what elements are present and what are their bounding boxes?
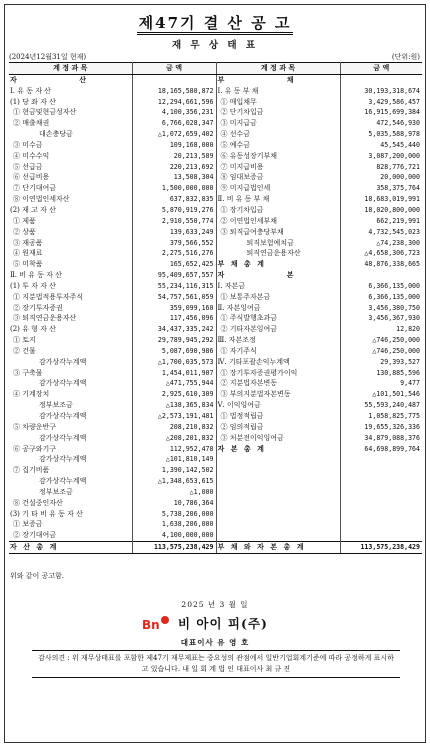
liability-item-cell: ④ 선수금 <box>216 129 340 140</box>
asset-amount-cell: 6,766,028,347 <box>132 118 216 129</box>
liability-item-cell: 자 본 총 계 <box>216 444 340 455</box>
asset-amount-cell: 109,168,000 <box>132 140 216 151</box>
asset-item-cell: ④ 기계장치 <box>9 389 132 400</box>
asset-amount-cell: △1,700,035,573 <box>132 357 216 368</box>
table-row <box>9 172 422 183</box>
table-row <box>9 259 422 270</box>
table-row <box>9 97 422 108</box>
asset-item-cell: ① 토지 <box>9 335 132 346</box>
asset-item-cell: 대손충당금 <box>9 129 132 140</box>
asset-amount-cell: 220,213,692 <box>132 162 216 173</box>
asset-item-cell: 자 산 <box>9 74 132 85</box>
liability-amount-cell <box>340 530 422 541</box>
asset-item-cell: 감가상각누계액 <box>9 411 132 422</box>
liability-amount-cell: 12,820 <box>396 325 420 334</box>
liability-item-cell: 부 채 와 자 본 총 계 <box>216 542 340 554</box>
liability-amount-cell: 18,020,800,000 <box>364 205 420 214</box>
table-row <box>9 324 422 335</box>
liability-item-cell: ① 자기주식 <box>216 346 340 357</box>
asset-item-header: 계 정 과 목 <box>9 63 132 75</box>
table-row <box>9 465 422 476</box>
asset-amount-cell: 1,638,206,000 <box>132 519 216 530</box>
table-row <box>9 74 422 85</box>
asset-amount-cell: △208,201,832 <box>132 433 216 444</box>
table-row <box>9 151 422 162</box>
asset-amount-cell: 165,652,425 <box>132 259 216 270</box>
asset-item-cell: (2) 유 형 자 산 <box>9 324 132 335</box>
asset-item-cell: ② 건물 <box>9 346 132 357</box>
liability-amount-cell: △746,250,000 <box>372 336 420 345</box>
table-row <box>9 216 422 227</box>
liability-item-cell: Ⅳ. 기타포괄손익누계액 <box>216 357 340 368</box>
table-row <box>9 530 422 541</box>
liability-item-cell: ① 장기차입금 <box>216 205 340 216</box>
asset-amount-cell: 359,099,160 <box>132 303 216 314</box>
liability-amount-cell: 9,477 <box>400 379 420 388</box>
liability-amount-cell: 19,655,326,336 <box>364 422 420 431</box>
asset-item-cell: ⑥ 공구와기구 <box>9 444 132 455</box>
asset-item-cell: 감가상각누계액 <box>9 454 132 465</box>
liability-amount-cell: 6,366,135,000 <box>368 292 420 301</box>
asset-amount-cell: △1,072,659,402 <box>132 129 216 140</box>
liability-amount-cell: 6,366,135,000 <box>368 281 420 290</box>
table-row <box>9 238 422 249</box>
table-row <box>9 476 422 487</box>
asset-item-cell: ⑤ 선급금 <box>9 162 132 173</box>
liability-item-cell: ② 임의적립금 <box>216 422 340 433</box>
notice-title: 제47기 결 산 공 고 <box>0 12 430 33</box>
asset-amount-cell: △2,573,191,481 <box>132 411 216 422</box>
logo-text: Bn <box>142 618 160 632</box>
table-row <box>9 118 422 129</box>
table-row <box>9 422 422 433</box>
liability-item-cell: ① 장기투자증권평가이익 <box>216 368 340 379</box>
liability-amount-cell: 20,000,000 <box>380 173 420 182</box>
liability-item-cell: Ⅱ. 비 유 동 부 채 <box>216 194 340 205</box>
asset-item-cell: Ⅱ. 비 유 동 자 산 <box>9 270 132 281</box>
asset-item-cell: (1) 당 좌 자 산 <box>9 97 132 108</box>
liability-amount-cell: 3,087,200,000 <box>368 151 420 160</box>
table-row <box>9 346 422 357</box>
liability-item-cell: ① 법정적립금 <box>216 411 340 422</box>
asset-amount-cell: 5,738,206,000 <box>132 509 216 520</box>
liability-item-cell <box>216 530 340 541</box>
table-row <box>9 183 422 194</box>
liability-item-cell: ③ 처분전이익잉여금 <box>216 433 340 444</box>
table-row <box>9 281 422 292</box>
liability-item-cell: 퇴직연금운용자산 <box>216 248 340 259</box>
table-row <box>9 205 422 216</box>
liability-amount-cell: △74,238,300 <box>376 238 420 247</box>
asset-amount-cell: 95,409,657,557 <box>132 270 216 281</box>
liability-amount-cell: △746,250,000 <box>372 346 420 355</box>
asset-item-cell: ② 장기투자증권 <box>9 303 132 314</box>
liability-item-cell: ② 단기차입금 <box>216 107 340 118</box>
liability-item-header: 계 정 과 목 <box>216 63 340 75</box>
table-row <box>9 509 422 520</box>
table-row <box>9 162 422 173</box>
ceo-name: 대표이사 유 영 호 <box>180 638 250 647</box>
liability-amount-cell <box>340 454 422 465</box>
asset-item-cell: ① 제품 <box>9 216 132 227</box>
asset-amount-cell: △1,348,653,615 <box>132 476 216 487</box>
asset-item-cell: ⑥ 선급비용 <box>9 172 132 183</box>
liability-item-cell: Ⅰ. 유 동 부 채 <box>216 86 340 97</box>
asset-item-cell: ② 상품 <box>9 227 132 238</box>
liability-item-cell <box>216 509 340 520</box>
liability-amount-cell: 34,879,088,376 <box>364 433 420 442</box>
table-row <box>9 444 422 455</box>
liability-amount-cell <box>340 498 422 509</box>
liability-item-cell: ⑧ 임대보증금 <box>216 172 340 183</box>
asset-amount-cell: 379,566,552 <box>132 238 216 249</box>
table-row <box>9 498 422 509</box>
asset-amount-cell: 4,100,356,231 <box>132 107 216 118</box>
liability-item-cell: 부 채 <box>216 74 340 85</box>
table-row <box>9 411 422 422</box>
asset-amount-cell: △471,755,944 <box>132 378 216 389</box>
liability-amount-cell <box>340 509 422 520</box>
liability-item-cell: ③ 미지급금 <box>216 118 340 129</box>
table-row <box>9 542 422 554</box>
asset-amount-cell: 113,575,238,429 <box>132 542 216 554</box>
asset-item-cell: ⑦ 단기대여금 <box>9 183 132 194</box>
liability-item-cell: ③ 퇴직급여충당부채 <box>216 227 340 238</box>
liability-item-cell: ⑤ 예수금 <box>216 140 340 151</box>
asset-amount-cell: △101,810,149 <box>132 454 216 465</box>
liability-amount-cell: 3,456,367,930 <box>368 314 420 323</box>
table-row <box>9 519 422 530</box>
asset-amount-cell: 34,437,335,242 <box>132 324 216 335</box>
asset-amount-cell: 2,910,550,774 <box>132 216 216 227</box>
asset-amount-cell: 2,925,610,309 <box>132 389 216 400</box>
asset-item-cell: ③ 구축물 <box>9 368 132 379</box>
asset-item-cell: (1) 투 자 자 산 <box>9 281 132 292</box>
period-label: (2024년12월31일 현재) <box>9 53 87 61</box>
asset-amount-cell: 112,952,478 <box>132 444 216 455</box>
asset-amount-cell: 4,100,000,000 <box>132 530 216 541</box>
liability-amount-cell <box>340 519 422 530</box>
liability-amount-cell <box>340 465 422 476</box>
asset-amount-cell: 29,789,945,292 <box>132 335 216 346</box>
table-row <box>9 292 422 303</box>
asset-item-cell: 자 산 총 계 <box>9 542 132 554</box>
asset-amount-cell: 5,087,690,986 <box>132 346 216 357</box>
table-row <box>9 357 422 368</box>
asset-amount-cell: 1,454,011,907 <box>132 368 216 379</box>
table-row <box>9 487 422 498</box>
liability-item-cell: Ⅰ. 자본금 <box>216 281 340 292</box>
asset-item-cell: ② 매출채권 <box>9 118 132 129</box>
table-row <box>9 378 422 389</box>
liability-amount-cell <box>340 270 422 281</box>
liability-amount-cell: 4,732,545,023 <box>368 227 420 236</box>
asset-amount-cell: 139,633,249 <box>132 227 216 238</box>
asset-amount-cell <box>132 74 216 85</box>
asset-amount-cell: 12,294,661,596 <box>132 97 216 108</box>
asset-item-cell: Ⅰ. 유 동 자 산 <box>9 86 132 97</box>
table-row <box>9 400 422 411</box>
liability-item-cell: Ⅱ. 자본잉여금 <box>216 303 340 314</box>
table-row <box>9 86 422 97</box>
liability-amount-cell: 45,545,440 <box>380 140 420 149</box>
liability-item-cell <box>216 519 340 530</box>
table-row <box>9 368 422 379</box>
asset-item-cell: ④ 미수수익 <box>9 151 132 162</box>
liability-amount-cell: 1,058,825,775 <box>368 412 420 420</box>
asset-item-cell: 정부보조금 <box>9 487 132 498</box>
asset-item-cell: ⑧ 이연법인세자산 <box>9 194 132 205</box>
liability-item-cell <box>216 487 340 498</box>
liability-item-cell: ② 이연법인세부채 <box>216 216 340 227</box>
liability-item-cell: Ⅲ. 자본조정 <box>216 335 340 346</box>
liability-item-cell: ⑦ 미지급비용 <box>216 162 340 173</box>
liability-item-cell <box>216 476 340 487</box>
liability-amount-cell <box>340 476 422 487</box>
liability-amount-cell: 64,698,899,764 <box>364 444 420 453</box>
table-row <box>9 454 422 465</box>
asset-item-cell: 감가상각누계액 <box>9 378 132 389</box>
asset-amount-cell: 5,870,919,276 <box>132 205 216 216</box>
liability-item-cell: ② 지분법자본변동 <box>216 378 340 389</box>
liability-amount-cell: 48,876,338,665 <box>364 260 420 269</box>
asset-item-cell: ⑦ 집기비품 <box>9 465 132 476</box>
asset-item-cell: ① 지분법적용투자주식 <box>9 292 132 303</box>
liability-amount-cell: 5,035,588,978 <box>368 130 420 139</box>
liability-amount-cell: 18,683,019,991 <box>364 195 420 204</box>
liability-amount-cell: 29,393,527 <box>380 357 420 366</box>
asset-amount-cell: 10,786,364 <box>132 498 216 509</box>
liability-amount-cell <box>340 487 422 498</box>
asset-amount-cell: 20,213,589 <box>132 151 216 162</box>
unit-label: (단위:원) <box>391 53 420 61</box>
table-row <box>9 313 422 324</box>
asset-amount-cell: 637,832,835 <box>132 194 216 205</box>
liability-item-cell: 부 채 총 계 <box>216 259 340 270</box>
liability-item-cell: Ⅴ. 이익잉여금 <box>216 400 340 411</box>
asset-item-cell: ① 보증금 <box>9 519 132 530</box>
asset-amount-cell: 1,500,000,000 <box>132 183 216 194</box>
asset-amount-cell: △138,365,834 <box>132 400 216 411</box>
asset-amount-cell: 13,508,304 <box>132 172 216 183</box>
asset-amount-cell: 117,456,096 <box>132 313 216 324</box>
asset-amount-cell: 208,210,832 <box>132 422 216 433</box>
table-row <box>9 335 422 346</box>
asset-item-cell: 감가상각누계액 <box>9 476 132 487</box>
company-logo-icon <box>141 614 171 632</box>
asset-amount-cell: 2,275,516,276 <box>132 248 216 259</box>
liability-amount-cell: 16,915,699,384 <box>364 108 420 117</box>
asset-item-cell: 감가상각누계액 <box>9 433 132 444</box>
liability-item-cell <box>216 498 340 509</box>
balance-sheet-table <box>9 62 422 554</box>
asset-amount-cell: 1,390,142,502 <box>132 465 216 476</box>
liability-amount-cell: 113,575,238,429 <box>340 542 422 554</box>
liability-amount-cell: 662,219,991 <box>376 216 420 225</box>
liability-amount-header: 금 액 <box>340 63 422 75</box>
liability-item-cell: ② 기타자본잉여금 <box>216 324 340 335</box>
liability-amount-cell: 828,776,721 <box>376 162 420 171</box>
asset-item-cell: ④ 원재료 <box>9 248 132 259</box>
table-row <box>9 227 422 238</box>
table-row <box>9 248 422 259</box>
liability-amount-cell: 30,193,318,674 <box>364 86 420 95</box>
asset-item-cell: ③ 퇴직연금운용자산 <box>9 313 132 324</box>
liability-amount-cell: △4,658,306,723 <box>364 249 420 258</box>
asset-amount-header: 금 액 <box>132 63 216 75</box>
table-row <box>9 194 422 205</box>
table-row <box>9 433 422 444</box>
table-header-row <box>9 63 422 75</box>
liability-amount-cell <box>340 74 422 85</box>
asset-item-cell: 정부보조금 <box>9 400 132 411</box>
asset-item-cell: ③ 미수금 <box>9 140 132 151</box>
liability-amount-cell: 3,456,380,750 <box>368 303 420 312</box>
liability-item-cell: ⑨ 미지급법인세 <box>216 183 340 194</box>
closing-statement: 위와 같이 공고함. <box>10 572 65 580</box>
liability-item-cell: ① 주식발행초과금 <box>216 313 340 324</box>
liability-amount-cell: 130,885,596 <box>376 368 420 377</box>
liability-item-cell: ① 보통주자본금 <box>216 292 340 303</box>
liability-item-cell: 퇴직보험예치금 <box>216 238 340 249</box>
asset-item-cell: ① 현금및현금성자산 <box>9 107 132 118</box>
asset-item-cell: (2) 재 고 자 산 <box>9 205 132 216</box>
audit-opinion: 감사의견 : 위 재무상태표를 포함한 제47기 재무제표는 중요성의 관점에서 일반기업회계기준에 따라 공정하게 표시하고 있습니다. 내 일 회 계 법 인 대표이사 최 규 진 <box>32 650 400 678</box>
liability-item-cell: ① 매입채무 <box>216 97 340 108</box>
asset-amount-cell: 54,757,561,059 <box>132 292 216 303</box>
table-row <box>9 107 422 118</box>
liability-item-cell: ⑥ 유동성장기부채 <box>216 151 340 162</box>
asset-amount-cell: △1,000 <box>132 487 216 498</box>
company-name: 비 아이 피(주) <box>178 616 268 631</box>
liability-amount-cell: 358,375,764 <box>376 184 420 193</box>
table-row <box>9 389 422 400</box>
asset-amount-cell: 55,234,116,315 <box>132 281 216 292</box>
table-row <box>9 129 422 140</box>
liability-amount-cell: 3,429,586,457 <box>368 97 420 106</box>
asset-item-cell: ② 장기대여금 <box>9 530 132 541</box>
liability-item-cell: ③ 부의지분법자본변동 <box>216 389 340 400</box>
liability-item-cell <box>216 465 340 476</box>
table-row <box>9 270 422 281</box>
notice-date: 2025 년 3 월 일 <box>181 600 249 609</box>
liability-item-cell: 자 본 <box>216 270 340 281</box>
statement-subtitle: 재 무 상 태 표 <box>171 40 259 51</box>
asset-item-cell: 감가상각누계액 <box>9 357 132 368</box>
asset-item-cell: ③ 재공품 <box>9 238 132 249</box>
asset-item-cell: ⑤ 차량운반구 <box>9 422 132 433</box>
table-row <box>9 140 422 151</box>
asset-item-cell: ⑧ 건설중인자산 <box>9 498 132 509</box>
liability-item-cell <box>216 454 340 465</box>
asset-amount-cell: 18,165,580,872 <box>132 86 216 97</box>
asset-item-cell: (3) 기 타 비 유 동 자 산 <box>9 509 132 520</box>
liability-amount-cell: △101,501,546 <box>372 390 420 399</box>
table-row <box>9 303 422 314</box>
liability-amount-cell: 472,546,930 <box>376 119 420 128</box>
asset-item-cell: ⑤ 미착품 <box>9 259 132 270</box>
liability-amount-cell: 55,593,240,487 <box>364 401 420 410</box>
